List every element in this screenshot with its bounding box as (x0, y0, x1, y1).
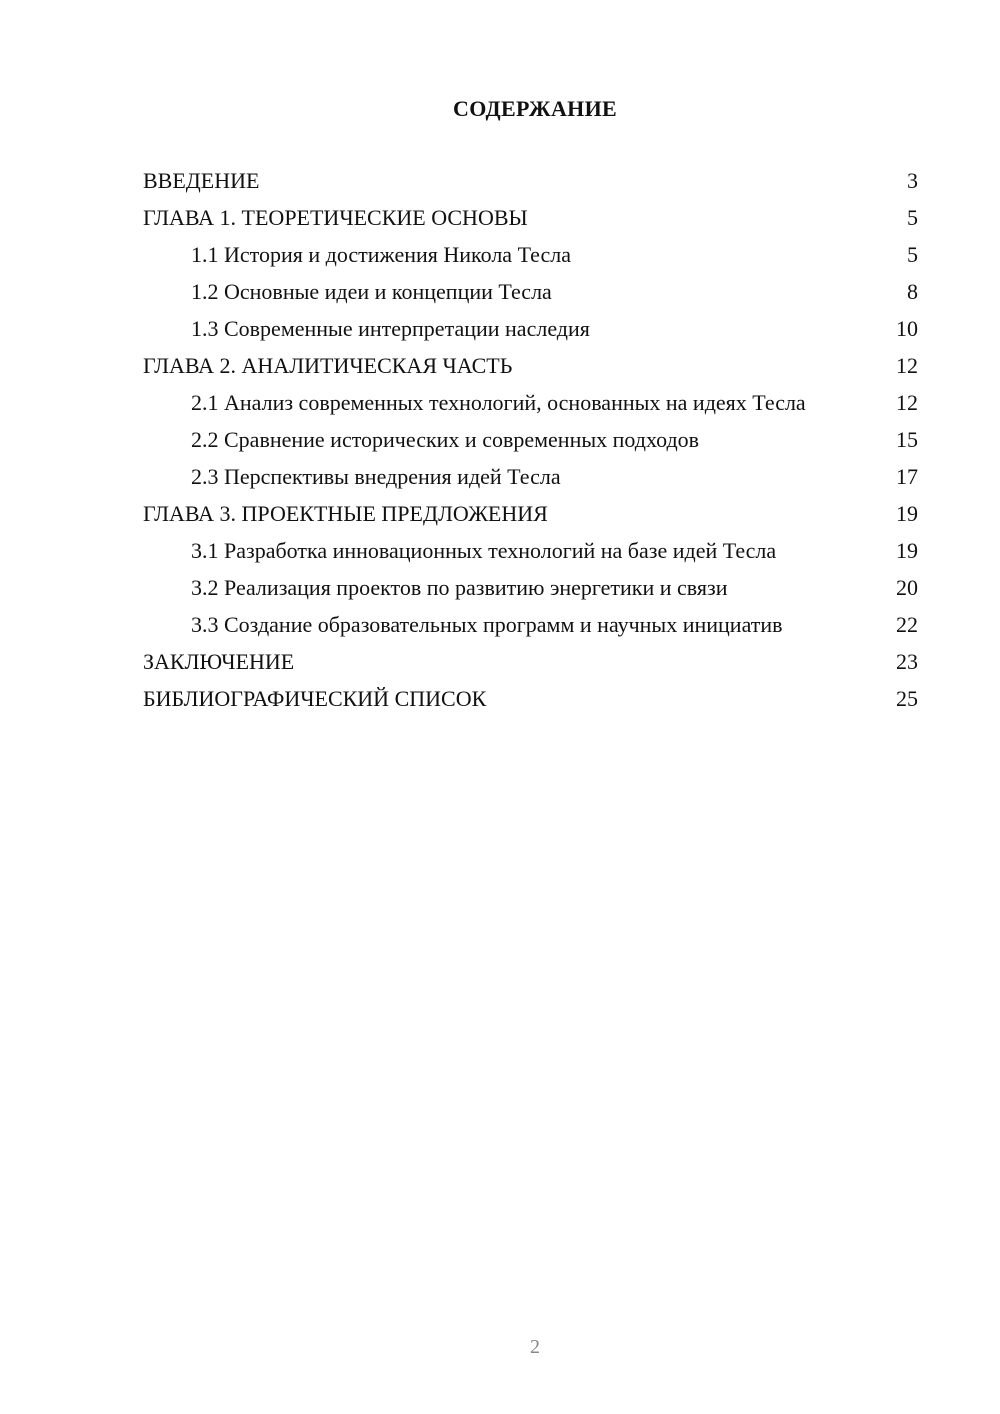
toc-entry (143, 612, 918, 638)
toc-entry-page-number: 20 (896, 575, 918, 600)
toc-entry-label: БИБЛИОГРАФИЧЕСКИЙ СПИСОК (143, 686, 487, 711)
toc-entry-label: 2.2 Сравнение исторических и современных подходов (191, 427, 700, 452)
toc-entry-label: ГЛАВА 2. АНАЛИТИЧЕСКАЯ ЧАСТЬ (143, 353, 513, 378)
toc-entry-label: 1.3 Современные интерпретации наследия (191, 316, 590, 341)
toc-entry-page-number: 22 (896, 612, 918, 637)
toc-entry (143, 316, 918, 342)
toc-entry (143, 575, 918, 601)
toc-entry-label: 1.2 Основные идеи и концепции Тесла (191, 279, 552, 304)
toc-entry (143, 205, 918, 231)
toc-entry-label: 1.1 История и достижения Никола Тесла (191, 242, 571, 267)
toc-entry-page-number: 19 (896, 501, 918, 526)
toc-entry-label: 2.3 Перспективы внедрения идей Тесла (191, 464, 561, 489)
toc-entry-page-number: 3 (907, 168, 918, 193)
toc-entry-page-number: 19 (896, 538, 918, 563)
toc-entry-label: ЗАКЛЮЧЕНИЕ (143, 649, 295, 674)
toc-entry (143, 390, 918, 416)
toc-entry-page-number: 15 (896, 427, 918, 452)
toc-entry-page-number: 23 (896, 649, 918, 674)
toc-entry (143, 242, 918, 268)
toc-entry-page-number: 5 (907, 205, 918, 230)
toc-entry-page-number: 25 (896, 686, 918, 711)
toc-entry (143, 279, 918, 305)
toc-entry-page-number: 8 (907, 279, 918, 304)
toc-entry (143, 538, 918, 564)
toc-entry-label: ВВЕДЕНИЕ (143, 168, 260, 193)
toc-entry (143, 501, 918, 527)
toc-entry (143, 168, 918, 194)
toc-entry (143, 353, 918, 379)
toc-entry-label: 2.1 Анализ современных технологий, основанных на идеях Тесла (191, 390, 806, 415)
toc-entry-page-number: 10 (896, 316, 918, 341)
toc-entry-page-number: 17 (896, 464, 918, 489)
toc-entry-label: ГЛАВА 1. ТЕОРЕТИЧЕСКИЕ ОСНОВЫ (143, 205, 528, 230)
toc-entry-label: ГЛАВА 3. ПРОЕКТНЫЕ ПРЕДЛОЖЕНИЯ (143, 501, 548, 526)
toc-entry-label: 3.2 Реализация проектов по развитию энергетики и связи (191, 575, 728, 600)
toc-entry (143, 427, 918, 453)
toc-entry-label: 3.1 Разработка инновационных технологий на базе идей Тесла (191, 538, 777, 563)
toc-entry (143, 464, 918, 490)
toc-entry-page-number: 12 (896, 390, 918, 415)
toc-entry-page-number: 5 (907, 242, 918, 267)
page-title: СОДЕРЖАНИЕ (453, 96, 617, 121)
toc-entry-label: 3.3 Создание образовательных программ и научных инициатив (191, 612, 783, 637)
page-number: 2 (530, 1336, 540, 1358)
toc-entry (143, 686, 918, 712)
toc-entry-page-number: 12 (896, 353, 918, 378)
table-of-contents (143, 168, 918, 723)
toc-entry (143, 649, 918, 675)
